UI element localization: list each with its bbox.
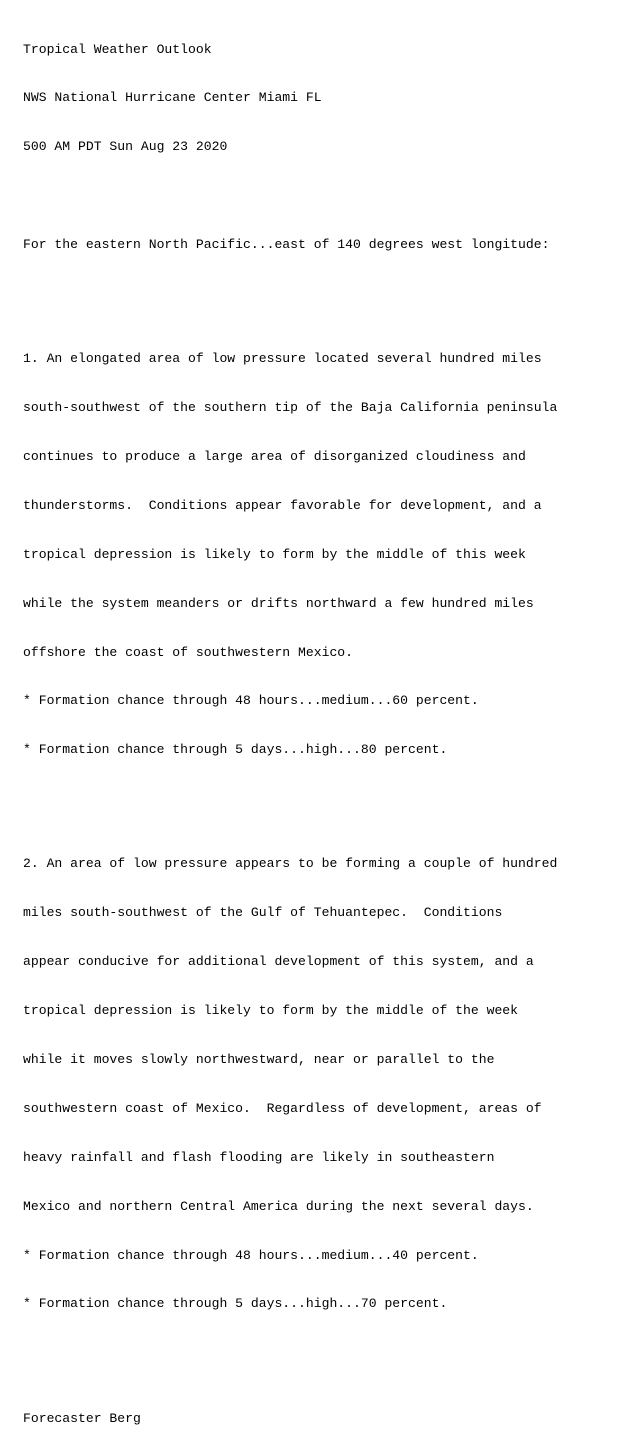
system-1-line: 1. An elongated area of low pressure located several hundred miles xyxy=(23,351,542,367)
system-2-line: tropical depression is likely to form by the middle of the week xyxy=(23,1003,519,1019)
system-2-line: appear conducive for additional development of this system, and a xyxy=(23,954,534,970)
outlook-document xyxy=(23,9,557,1443)
outlook-title: Tropical Weather Outlook xyxy=(23,41,212,57)
system-1-line: offshore the coast of southwestern Mexico. xyxy=(23,644,354,660)
system-2-line: Mexico and northern Central America during the next several days. xyxy=(23,1198,534,1214)
system-2-chance-5d: * Formation chance through 5 days...high...70 percent. xyxy=(23,1296,448,1312)
system-2-line: heavy rainfall and flash flooding are likely in southeastern xyxy=(23,1149,495,1165)
blank-line xyxy=(23,1345,557,1361)
blank-line xyxy=(23,791,557,807)
system-1-line: south-southwest of the southern tip of the Baja California peninsula xyxy=(23,400,558,416)
region-intro: For the eastern North Pacific...east of 140 degrees west longitude: xyxy=(23,237,550,253)
issue-time: 500 AM PDT Sun Aug 23 2020 xyxy=(23,139,228,155)
system-1-line: continues to produce a large area of disorganized cloudiness and xyxy=(23,449,526,465)
system-1-chance-48h: * Formation chance through 48 hours...medium...60 percent. xyxy=(23,693,479,709)
system-2-line: 2. An area of low pressure appears to be forming a couple of hundred xyxy=(23,856,558,872)
system-2-line: southwestern coast of Mexico. Regardless of development, areas of xyxy=(23,1100,542,1116)
system-1-line: while the system meanders or drifts northward a few hundred miles xyxy=(23,595,534,611)
system-2-chance-48h: * Formation chance through 48 hours...medium...40 percent. xyxy=(23,1247,479,1263)
system-1-line: thunderstorms. Conditions appear favorable for development, and a xyxy=(23,497,542,513)
issuing-office: NWS National Hurricane Center Miami FL xyxy=(23,90,322,106)
system-1-line: tropical depression is likely to form by the middle of this week xyxy=(23,546,526,562)
forecaster-signature: Forecaster Berg xyxy=(23,1410,141,1426)
system-2-line: miles south-southwest of the Gulf of Tehuantepec. Conditions xyxy=(23,905,503,921)
blank-line xyxy=(23,286,557,302)
blank-line xyxy=(23,188,557,204)
system-1-chance-5d: * Formation chance through 5 days...high...80 percent. xyxy=(23,742,448,758)
system-2-line: while it moves slowly northwestward, near or parallel to the xyxy=(23,1052,495,1067)
